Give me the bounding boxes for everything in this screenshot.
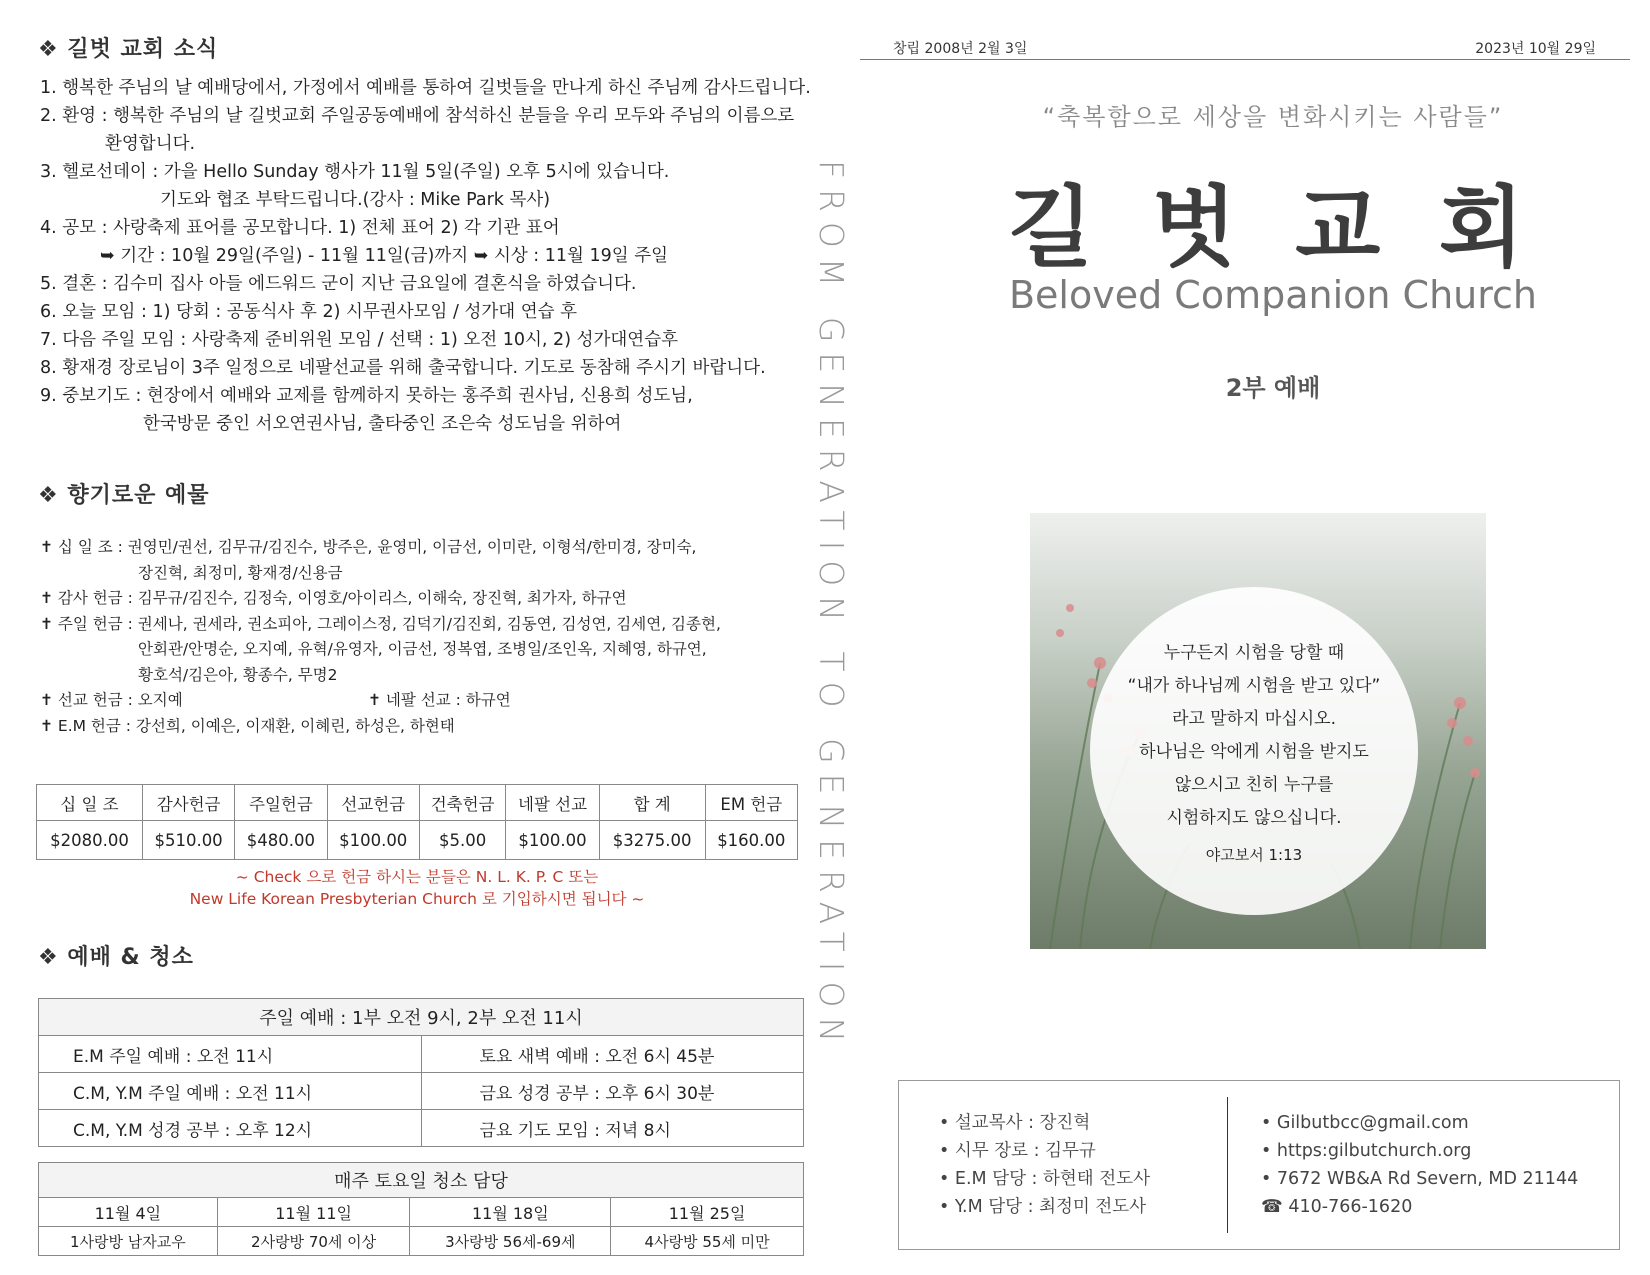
offering-totals-table bbox=[36, 784, 798, 860]
worship-main: 주일 예배 : 1부 오전 9시, 2부 오전 11시 bbox=[39, 999, 804, 1036]
verse-circle bbox=[1090, 587, 1418, 915]
table-header-row bbox=[37, 785, 798, 821]
offering-item: 장진혁, 최정미, 황재경/신용금 bbox=[138, 563, 343, 582]
offering-item: ✝ 십 일 조 : 권영민/권선, 김무규/김진수, 방주은, 윤영미, 이금선, 이미란, 이형석/한미경, 장미숙, bbox=[40, 538, 697, 556]
staff-item: • E.M 담당 : 하현태 전도사 bbox=[939, 1169, 1150, 1189]
check-note-line: ~ Check 으로 헌금 하시는 분들은 N. L. K. P. C 또는 bbox=[235, 868, 599, 886]
address: • 7672 WB&A Rd Severn, MD 21144 bbox=[1261, 1169, 1579, 1189]
table-cell: C.M, Y.M 성경 공부 : 오후 12시 bbox=[39, 1110, 422, 1147]
table-header: EM 헌금 bbox=[705, 785, 797, 821]
contact-list bbox=[1261, 1109, 1578, 1221]
table-row bbox=[39, 1227, 804, 1256]
table-cell: C.M, Y.M 주일 예배 : 오전 11시 bbox=[39, 1073, 422, 1110]
church-name: 길 벗 교 회 bbox=[1008, 175, 1538, 279]
table-row bbox=[39, 1198, 804, 1227]
table-cell: $2080.00 bbox=[37, 821, 143, 860]
table-header: 선교헌금 bbox=[327, 785, 419, 821]
verse-line: 않으시고 친히 누구를 bbox=[1174, 775, 1334, 795]
verse-line: 누구든지 시험을 당할 때 bbox=[1163, 643, 1345, 663]
table-row bbox=[39, 1036, 804, 1073]
table-cell: $160.00 bbox=[705, 821, 797, 860]
staff-list bbox=[939, 1109, 1150, 1221]
table-cell: 3사랑방 56세-69세 bbox=[410, 1227, 611, 1256]
table-header: 주일헌금 bbox=[235, 785, 327, 821]
check-note-line: New Life Korean Presbyterian Church 로 기입하시면 됩니다 ~ bbox=[189, 890, 645, 908]
table-header: 감사헌금 bbox=[142, 785, 234, 821]
table-cell: 1사랑방 남자교우 bbox=[39, 1227, 218, 1256]
cleaning-table bbox=[38, 1162, 804, 1256]
staff-item: • 설교목사 : 장진혁 bbox=[939, 1113, 1091, 1133]
table-cell: $5.00 bbox=[419, 821, 506, 860]
news-section-title: ❖ 길벗 교회 소식 bbox=[38, 37, 219, 62]
news-item: 기도와 협조 부탁드립니다.(강사 : Mike Park 목사) bbox=[160, 190, 551, 210]
table-header: 십 일 조 bbox=[37, 785, 143, 821]
table-header: 네팔 선교 bbox=[506, 785, 599, 821]
table-cell: $510.00 bbox=[142, 821, 234, 860]
table-row bbox=[39, 1073, 804, 1110]
table-row bbox=[37, 821, 798, 860]
table-cell: E.M 주일 예배 : 오전 11시 bbox=[39, 1036, 422, 1073]
offering-list bbox=[40, 535, 721, 739]
news-item: 7. 다음 주일 모임 : 사랑축제 준비위원 모임 / 선택 : 1) 오전 10시, 2) 성가대연습후 bbox=[40, 330, 679, 350]
offering-item: ✝ 주일 헌금 : 권세나, 권세라, 권소피아, 그레이스정, 김덕기/김진회, 김동연, 김성연, 김세연, 김종현, bbox=[40, 614, 721, 633]
table-row bbox=[39, 1110, 804, 1147]
offering-mission: ✝ 선교 헌금 : 오지예 bbox=[40, 691, 183, 709]
verse-line: 하나님은 악에게 시험을 받지도 bbox=[1139, 742, 1369, 762]
cleaning-title: 매주 토요일 청소 담당 bbox=[39, 1163, 804, 1198]
news-item: 2. 환영 : 행복한 주님의 날 길벗교회 주일공동예배에 참석하신 분들을 우리 모두와 주님의 이름으로 bbox=[40, 106, 795, 126]
table-header: 건축헌금 bbox=[419, 785, 506, 821]
check-note bbox=[36, 866, 798, 910]
news-item: 4. 공모 : 사랑축제 표어를 공모합니다. 1) 전체 표어 2) 각 기관 표어 bbox=[40, 218, 560, 238]
vertical-slogan: FROM GENERATION TO GENERATION bbox=[812, 160, 851, 1053]
founded-date: 창립 2008년 2월 3일 bbox=[893, 41, 1028, 57]
news-item: 5. 결혼 : 김수미 집사 아들 에드워드 군이 지난 금요일에 결혼식을 하였습니다. bbox=[40, 274, 637, 294]
info-box bbox=[898, 1080, 1620, 1250]
verse-line: 라고 말하지 마십시오. bbox=[1171, 709, 1336, 729]
news-item: ➥ 기간 : 10월 29일(주일) - 11월 11일(금)까지 ➥ 시상 : 11월 19일 주일 bbox=[100, 246, 669, 266]
offering-item: 황호석/김은아, 황종수, 무명2 bbox=[138, 665, 338, 684]
news-item: 8. 황재경 장로님이 3주 일정으로 네팔선교를 위해 출국합니다. 기도로 동참해 주시기 바랍니다. bbox=[40, 358, 766, 378]
table-header: 합 계 bbox=[599, 785, 705, 821]
news-item: 1. 행복한 주님의 날 예배당에서, 가정에서 예배를 통하여 길벗들을 만나게 하신 주님께 감사드립니다. bbox=[40, 78, 811, 98]
offering-item: ✝ E.M 헌금 : 강선희, 이예은, 이재환, 이혜린, 하성은, 하현태 bbox=[40, 716, 455, 735]
bulletin-date: 2023년 10월 29일 bbox=[1475, 41, 1596, 57]
worship-section-title: ❖ 예배 & 청소 bbox=[38, 945, 194, 970]
table-cell: 11월 25일 bbox=[611, 1198, 804, 1227]
table-cell: $480.00 bbox=[235, 821, 327, 860]
news-item: 9. 중보기도 : 현장에서 예배와 교제를 함께하지 못하는 홍주희 권사님, 신용희 성도님, bbox=[40, 386, 693, 406]
service-label: 2부 예배 bbox=[1225, 374, 1321, 402]
phone-number: ☎ 410-766-1620 bbox=[1261, 1197, 1413, 1217]
header-divider bbox=[860, 59, 1630, 60]
table-cell: 11월 11일 bbox=[217, 1198, 410, 1227]
worship-table bbox=[38, 998, 804, 1147]
verse-line: “내가 하나님께 시험을 받고 있다” bbox=[1127, 676, 1381, 696]
verse-text bbox=[1090, 587, 1418, 872]
staff-item: • Y.M 담당 : 최정미 전도사 bbox=[939, 1197, 1147, 1217]
info-divider bbox=[1227, 1097, 1228, 1233]
table-cell: 11월 18일 bbox=[410, 1198, 611, 1227]
news-item: 3. 헬로선데이 : 가을 Hello Sunday 행사가 11월 5일(주일) 오후 5시에 있습니다. bbox=[40, 162, 670, 182]
offering-item: ✝ 감사 헌금 : 김무규/김진수, 김정숙, 이영호/아이리스, 이해숙, 장진혁, 최가자, 하규연 bbox=[40, 589, 627, 607]
table-cell: 토요 새벽 예배 : 오전 6시 45분 bbox=[421, 1036, 804, 1073]
table-cell: 11월 4일 bbox=[39, 1198, 218, 1227]
email-link[interactable]: • Gilbutbcc@gmail.com bbox=[1261, 1113, 1469, 1133]
table-cell: $100.00 bbox=[327, 821, 419, 860]
news-item: 한국방문 중인 서오연권사님, 출타중인 조은숙 성도님을 위하여 bbox=[143, 414, 622, 434]
church-motto: “축복함으로 세상을 변화시키는 사람들” bbox=[1042, 103, 1504, 131]
table-cell: $3275.00 bbox=[599, 821, 705, 860]
news-item: 환영합니다. bbox=[105, 134, 196, 154]
table-cell: 금요 기도 모임 : 저녁 8시 bbox=[421, 1110, 804, 1147]
table-cell: $100.00 bbox=[506, 821, 599, 860]
offering-item bbox=[40, 688, 721, 714]
offering-nepal: ✝ 네팔 선교 : 하규연 bbox=[368, 691, 511, 709]
table-cell: 4사랑방 55세 미만 bbox=[611, 1227, 804, 1256]
news-item: 6. 오늘 모임 : 1) 당회 : 공동식사 후 2) 시무권사모임 / 성가대 연습 후 bbox=[40, 302, 577, 322]
offering-item: 안회관/안명순, 오지예, 유혁/유영자, 이금선, 정복엽, 조병일/조인옥, 지혜영, 하규연, bbox=[138, 640, 707, 658]
news-list bbox=[40, 74, 811, 438]
verse-image bbox=[1030, 513, 1486, 949]
staff-item: • 시무 장로 : 김무규 bbox=[939, 1141, 1096, 1161]
verse-line: 시험하지도 않으십니다. bbox=[1166, 808, 1342, 828]
verse-reference: 야고보서 1:13 bbox=[1205, 846, 1303, 864]
table-cell: 금요 성경 공부 : 오후 6시 30분 bbox=[421, 1073, 804, 1110]
church-name-english: Beloved Companion Church bbox=[1008, 273, 1538, 317]
table-cell: 2사랑방 70세 이상 bbox=[217, 1227, 410, 1256]
offering-section-title: ❖ 향기로운 예물 bbox=[38, 483, 210, 508]
website-link[interactable]: • https:gilbutchurch.org bbox=[1261, 1141, 1472, 1161]
